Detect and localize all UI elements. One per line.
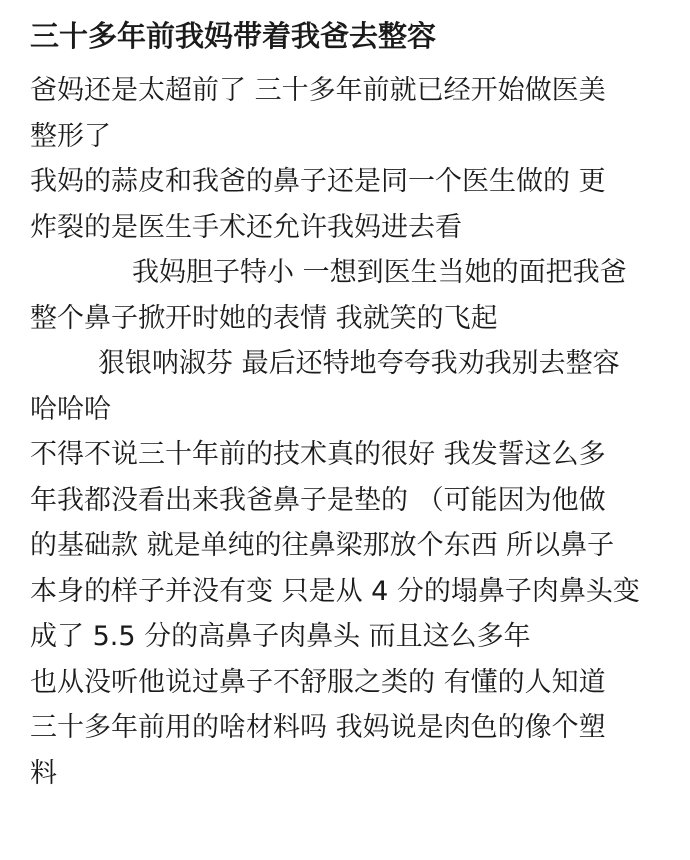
text-line: 我妈胆子特小 一想到医生当她的面把我爸 <box>132 257 627 288</box>
post-body <box>30 68 670 796</box>
text-line: 我妈的蒜皮和我爸的鼻子还是同一个医生做的 更 <box>30 166 606 197</box>
text-line: 爸妈还是太超前了 三十多年前就已经开始做医美 <box>30 75 606 106</box>
text-line: 炸裂的是医生手术还允许我妈进去看 <box>30 211 462 243</box>
text-line: 狠银呐淑芬 最后还特地夸夸我劝我别去整容 <box>98 348 620 379</box>
text-line: 的基础款 就是单纯的往鼻梁那放个东西 所以鼻子 <box>30 530 615 561</box>
text-line: 不得不说三十年前的技术真的很好 我发誓这么多 <box>30 439 606 470</box>
text-line: 整个鼻子掀开时她的表情 我就笑的飞起 <box>30 302 498 334</box>
text-line: 成了 5.5 分的高鼻子肉鼻头 而且这么多年 <box>30 621 531 652</box>
text-line: 也从没听他说过鼻子不舒服之类的 有懂的人知道 <box>30 666 606 698</box>
text-line: 整形了 <box>30 120 111 152</box>
text-line: 哈哈哈 <box>30 393 111 425</box>
text-line: 年我都没看出来我爸鼻子是垫的 （可能因为他做 <box>30 484 606 516</box>
text-line: 本身的样子并没有变 只是从 4 分的塌鼻子肉鼻头变 <box>30 575 640 607</box>
text-line: 三十多年前用的啥材料吗 我妈说是肉色的像个塑 <box>30 712 606 743</box>
text-line: 料 <box>30 757 57 789</box>
post-title: 三十多年前我妈带着我爸去整容 <box>30 19 437 53</box>
